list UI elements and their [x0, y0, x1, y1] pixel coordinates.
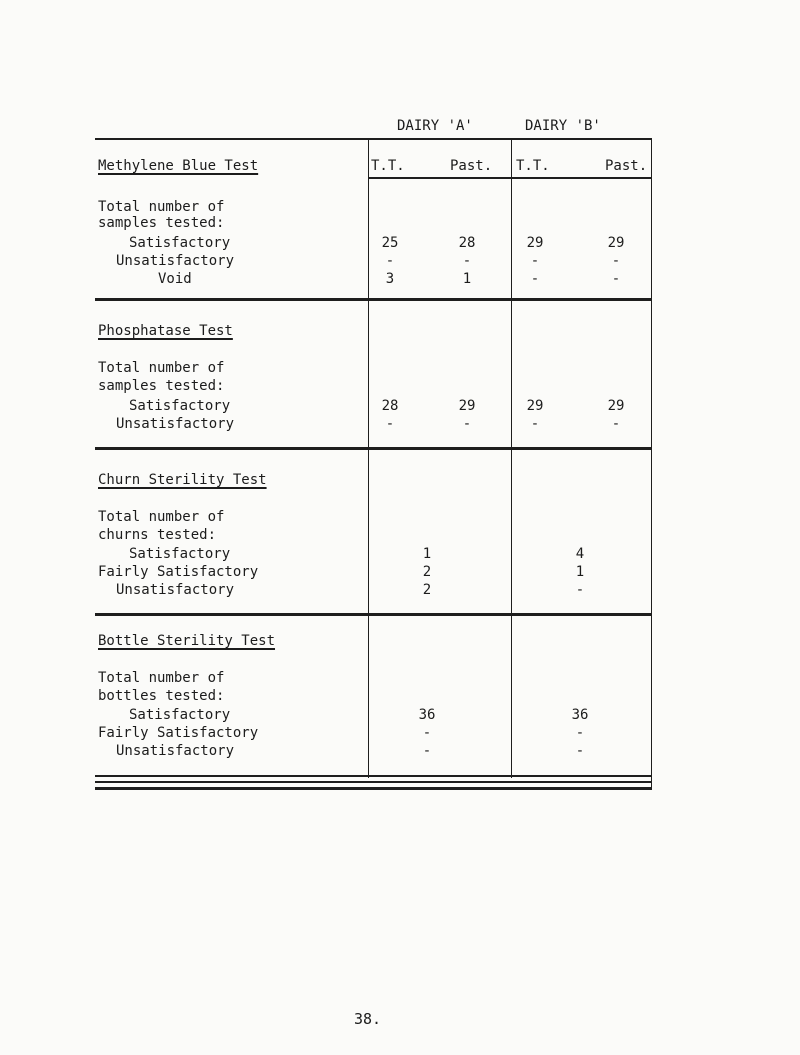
- cell-value: -: [611, 271, 621, 287]
- row-label: Unsatisfactory: [116, 416, 235, 432]
- cell-value: 36: [571, 707, 589, 723]
- row-label: Unsatisfactory: [116, 743, 235, 759]
- cell-value: 25: [381, 235, 399, 251]
- cell-value: 4: [575, 546, 585, 562]
- intro-line: samples tested:: [98, 378, 225, 394]
- bottom-rule-2: [95, 781, 652, 783]
- cell-value: -: [530, 271, 540, 287]
- cell-value: 29: [607, 398, 625, 414]
- row-label: Satisfactory: [129, 235, 231, 251]
- section-title: Churn Sterility Test: [98, 472, 267, 488]
- page-number: 38.: [354, 1010, 382, 1028]
- cell-value: 2: [422, 564, 432, 580]
- subheader-rule: [368, 177, 652, 179]
- cell-value: 29: [526, 398, 544, 414]
- cell-value: -: [575, 582, 585, 598]
- cell-value: -: [530, 253, 540, 269]
- intro-line: samples tested:: [98, 215, 225, 231]
- bottom-rule-3: [95, 787, 652, 790]
- cell-value: 1: [462, 271, 472, 287]
- cell-value: -: [575, 725, 585, 741]
- section-title: Bottle Sterility Test: [98, 633, 276, 649]
- column-divider-a: [368, 140, 369, 778]
- section-rule-1: [95, 298, 652, 301]
- cell-value: 29: [607, 235, 625, 251]
- row-label: Fairly Satisfactory: [98, 725, 259, 741]
- cell-value: 3: [385, 271, 395, 287]
- col-b-tt: T.T.: [516, 158, 550, 174]
- section-title: Methylene Blue Test: [98, 158, 259, 174]
- cell-value: -: [385, 416, 395, 432]
- row-label: Satisfactory: [129, 398, 231, 414]
- section-rule-3: [95, 613, 652, 616]
- cell-value: -: [385, 253, 395, 269]
- cell-value: -: [422, 743, 432, 759]
- section-title: Phosphatase Test: [98, 323, 233, 339]
- intro-line: bottles tested:: [98, 688, 225, 704]
- dairy-b-header: DAIRY 'B': [525, 118, 601, 134]
- cell-value: -: [462, 416, 472, 432]
- intro-line: Total number of: [98, 509, 225, 525]
- bottom-rule-1: [95, 775, 652, 777]
- intro-line: churns tested:: [98, 527, 217, 543]
- cell-value: 2: [422, 582, 432, 598]
- col-b-past: Past.: [605, 158, 648, 174]
- row-label: Void: [158, 271, 192, 287]
- cell-value: -: [530, 416, 540, 432]
- dairy-a-header: DAIRY 'A': [397, 118, 473, 134]
- cell-value: -: [462, 253, 472, 269]
- cell-value: 28: [458, 235, 476, 251]
- cell-value: -: [575, 743, 585, 759]
- cell-value: 36: [418, 707, 436, 723]
- intro-line: Total number of: [98, 360, 225, 376]
- cell-value: 29: [526, 235, 544, 251]
- cell-value: 1: [575, 564, 585, 580]
- column-divider-b: [511, 140, 512, 778]
- row-label: Satisfactory: [129, 707, 231, 723]
- cell-value: 29: [458, 398, 476, 414]
- row-label: Satisfactory: [129, 546, 231, 562]
- section-rule-2: [95, 447, 652, 450]
- cell-value: -: [422, 725, 432, 741]
- cell-value: -: [611, 416, 621, 432]
- cell-value: 1: [422, 546, 432, 562]
- row-label: Unsatisfactory: [116, 582, 235, 598]
- intro-line: Total number of: [98, 199, 225, 215]
- col-a-past: Past.: [450, 158, 493, 174]
- cell-value: 28: [381, 398, 399, 414]
- row-label: Unsatisfactory: [116, 253, 235, 269]
- col-a-tt: T.T.: [371, 158, 405, 174]
- row-label: Fairly Satisfactory: [98, 564, 259, 580]
- cell-value: -: [611, 253, 621, 269]
- right-border: [651, 138, 652, 790]
- table-top-rule: [95, 138, 652, 140]
- intro-line: Total number of: [98, 670, 225, 686]
